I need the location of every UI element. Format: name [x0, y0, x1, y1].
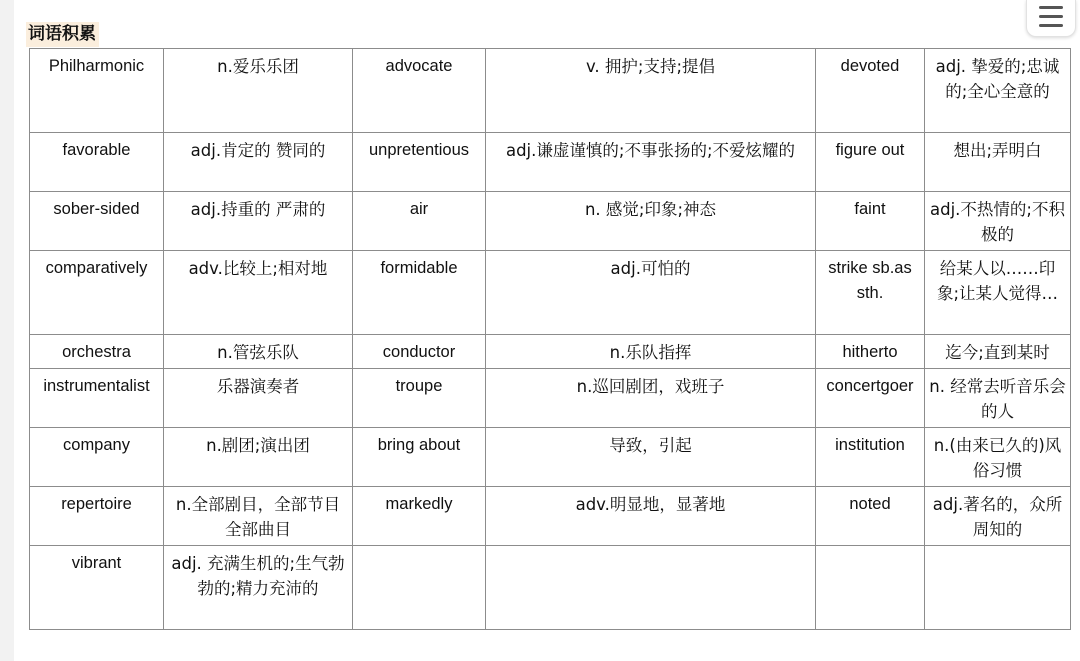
word-cell: instrumentalist: [30, 369, 164, 428]
table-row: [30, 335, 1071, 369]
meaning-cell: n. 感觉;印象;神态: [486, 192, 816, 251]
vocabulary-table: [29, 48, 1071, 630]
meaning-cell: adj.不热情的;不积极的: [925, 192, 1071, 251]
section-title: 词语积累: [26, 22, 99, 47]
meaning-cell: adj.持重的 严肃的: [164, 192, 353, 251]
word-cell: strike sb.as sth.: [816, 251, 925, 335]
meaning-cell: adj.可怕的: [486, 251, 816, 335]
word-cell: company: [30, 428, 164, 487]
word-cell: unpretentious: [353, 133, 486, 192]
word-cell: bring about: [353, 428, 486, 487]
word-cell: orchestra: [30, 335, 164, 369]
word-cell: faint: [816, 192, 925, 251]
meaning-cell: adj.著名的，众所周知的: [925, 487, 1071, 546]
meaning-cell: adv.明显地，显著地: [486, 487, 816, 546]
meaning-cell: n. 经常去听音乐会的人: [925, 369, 1071, 428]
meaning-cell: v. 拥护;支持;提倡: [486, 49, 816, 133]
word-cell: devoted: [816, 49, 925, 133]
hamburger-menu-button[interactable]: [1026, 0, 1076, 37]
meaning-cell: adj.谦虚谨慎的;不事张扬的;不爱炫耀的: [486, 133, 816, 192]
meaning-cell: n.爱乐乐团: [164, 49, 353, 133]
meaning-cell: n.管弦乐队: [164, 335, 353, 369]
word-cell: advocate: [353, 49, 486, 133]
word-cell: [816, 546, 925, 630]
word-cell: hitherto: [816, 335, 925, 369]
word-cell: favorable: [30, 133, 164, 192]
word-cell: concertgoer: [816, 369, 925, 428]
meaning-cell: [486, 546, 816, 630]
word-cell: markedly: [353, 487, 486, 546]
meaning-cell: 想出;弄明白: [925, 133, 1071, 192]
meaning-cell: adj. 充满生机的;生气勃勃的;精力充沛的: [164, 546, 353, 630]
hamburger-menu-icon: [1039, 24, 1063, 27]
hamburger-menu-icon: [1039, 6, 1063, 9]
word-cell: [353, 546, 486, 630]
word-cell: conductor: [353, 335, 486, 369]
word-cell: repertoire: [30, 487, 164, 546]
table-row: [30, 428, 1071, 487]
meaning-cell: adv.比较上;相对地: [164, 251, 353, 335]
word-cell: comparatively: [30, 251, 164, 335]
word-cell: troupe: [353, 369, 486, 428]
word-cell: air: [353, 192, 486, 251]
word-cell: noted: [816, 487, 925, 546]
meaning-cell: adj. 挚爱的;忠诚的;全心全意的: [925, 49, 1071, 133]
meaning-cell: n.乐队指挥: [486, 335, 816, 369]
meaning-cell: 乐器演奏者: [164, 369, 353, 428]
meaning-cell: 导致，引起: [486, 428, 816, 487]
word-cell: formidable: [353, 251, 486, 335]
word-cell: institution: [816, 428, 925, 487]
meaning-cell: n.巡回剧团，戏班子: [486, 369, 816, 428]
word-cell: Philharmonic: [30, 49, 164, 133]
meaning-cell: n.剧团;演出团: [164, 428, 353, 487]
table-row: [30, 369, 1071, 428]
meaning-cell: n.(由来已久的)风俗习惯: [925, 428, 1071, 487]
word-cell: vibrant: [30, 546, 164, 630]
meaning-cell: [925, 546, 1071, 630]
table-row: [30, 133, 1071, 192]
table-row: [30, 546, 1071, 630]
table-row: [30, 487, 1071, 546]
hamburger-menu-icon: [1039, 15, 1063, 18]
meaning-cell: adj.肯定的 赞同的: [164, 133, 353, 192]
table-row: [30, 251, 1071, 335]
word-cell: figure out: [816, 133, 925, 192]
meaning-cell: 迄今;直到某时: [925, 335, 1071, 369]
meaning-cell: n.全部剧目，全部节目 全部曲目: [164, 487, 353, 546]
meaning-cell: 给某人以……印象;让某人觉得…: [925, 251, 1071, 335]
table-row: [30, 192, 1071, 251]
word-cell: sober-sided: [30, 192, 164, 251]
table-row: [30, 49, 1071, 133]
